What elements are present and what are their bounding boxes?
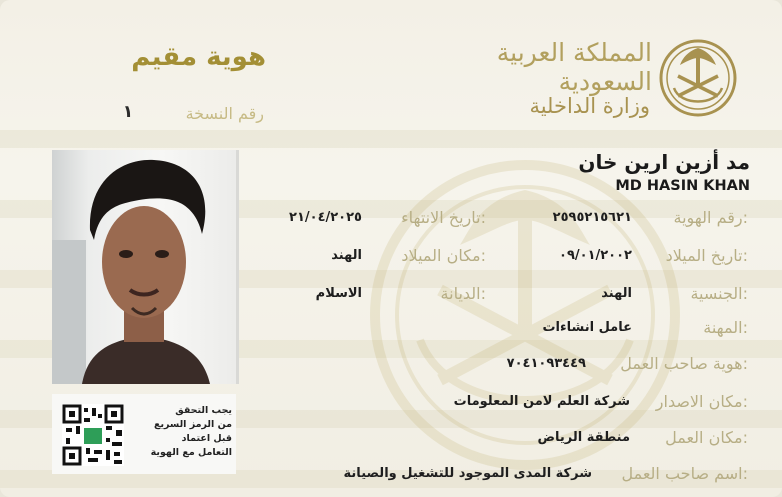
issue-place-value: شركة العلم لامن المعلومات [453,394,630,409]
employer-name-value: شركة المدى الموجود للتشغيل والصيانة [343,466,592,481]
name-arabic: مد أزين ارين خان [578,150,750,174]
qr-notice-line: يجب التحقق [175,405,232,416]
qr-notice-line: قبل اعتماد [181,433,232,444]
religion-label: الديانة: [440,284,486,303]
expiry-value: ٢١/٠٤/٢٠٢٥ [289,210,362,225]
birthplace-label: مكان الميلاد: [401,246,486,265]
expiry-label: تاريخ الانتهاء: [401,208,486,227]
employer-id-value: ٧٠٤١٠٩٣٤٤٩ [506,356,586,371]
id-number-value: ٢٥٩٥٢١٥٦٢١ [552,210,632,225]
nationality-label: الجنسية: [690,284,748,303]
copy-number-label: رقم النسخة [185,104,264,123]
photo-frame [52,150,239,384]
issue-place-label: مكان الاصدار: [655,392,748,411]
qr-code-icon[interactable] [62,404,124,466]
ministry-name: وزارة الداخلية [529,94,650,118]
birthplace-value: الهند [331,248,362,263]
portrait-photo [52,150,236,384]
name-english: MD HASIN KHAN [615,178,750,194]
qr-notice-line: من الرمز السريع [153,419,232,430]
copy-number: ١ [122,102,134,122]
dob-value: ٠٩/٠١/٢٠٠٢ [559,248,632,263]
profession-label: المهنة: [703,318,748,337]
qr-notice [130,404,232,460]
employer-name-label: اسم صاحب العمل: [621,464,748,483]
nationality-value: الهند [601,286,632,301]
watermark-emblem-icon [360,150,690,480]
profession-value: عامل انشاءات [542,320,632,335]
religion-value: الاسلام [315,286,362,301]
work-place-label: مكان العمل: [665,428,748,447]
qr-panel [52,394,236,474]
id-number-label: رقم الهوية: [673,208,748,227]
kingdom-name: المملكة العربية السعودية [496,38,652,96]
saudi-emblem-icon [658,38,738,118]
background-stripe [0,130,782,148]
employer-id-label: هوية صاحب العمل: [620,354,748,373]
qr-notice-line: التعامل مع الهوية [150,447,232,458]
dob-label: تاريخ الميلاد: [665,246,748,265]
card-title: هوية مقيم [131,42,266,72]
work-place-value: منطقة الرياض [537,430,630,445]
